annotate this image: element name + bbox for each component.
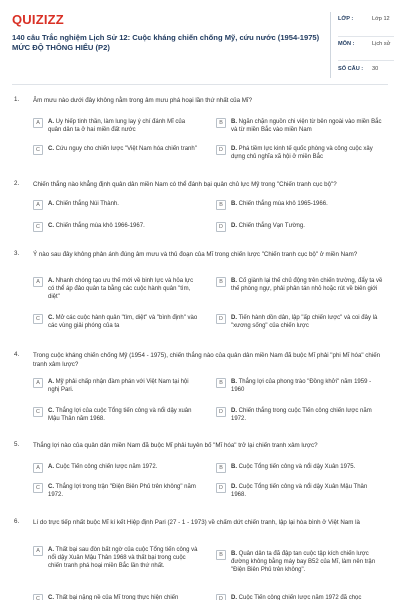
meta-grade-key: LỚP :: [338, 16, 354, 22]
option-content: [231, 483, 383, 499]
option-label: A.: [48, 278, 54, 284]
option-letter-box: D: [216, 407, 226, 417]
question-text: Chiến thắng nào khẳng định quân dân miền Nam có thể đánh bại quân chủ lực Mỹ trong "Chiến tranh cục bộ"?: [33, 181, 337, 188]
meta-grade-value: Lớp 12: [372, 16, 390, 22]
option-content: [231, 378, 383, 394]
meta-divider: [330, 12, 331, 78]
meta-subject-value: Lịch sử: [372, 41, 391, 47]
option-text: Uy hiếp tinh thần, làm lung lay ý chí đánh Mĩ của quân dân ta ở hai miền đất nước: [48, 119, 186, 134]
option-text: Thất bại sau đòn bất ngờ của cuộc Tổng tiến công và nổi dậy Xuân Mậu Thân 1968 và thất bại trong cuộc chiến tranh phá hoại miền Bắc lần thứ nhất.: [48, 547, 198, 570]
option-content: [48, 378, 200, 394]
option-label: C.: [48, 146, 54, 152]
option-content: [231, 118, 383, 134]
option-label: A.: [48, 464, 54, 470]
question-text: Âm mưu nào dưới đây không nằm trong âm mưu phá hoại lần thứ nhất của Mĩ?: [33, 97, 253, 104]
option-text: Chiến thắng Núi Thành.: [55, 201, 119, 207]
option-letter-box: B: [216, 463, 226, 473]
option-label: B.: [231, 119, 237, 125]
option-content: [231, 550, 383, 575]
option-text: Thất bại nặng nề của Mĩ trong thực hiện chiến: [55, 595, 179, 600]
question-text: Ý nào sau đây không phản ánh đúng âm mưu và thủ đoạn của Mĩ trong chiến lược "Chiến tranh cục bộ" ở miền Nam?: [33, 251, 358, 258]
option-content: [231, 314, 383, 330]
option-content: [48, 483, 200, 499]
option-letter-box: A: [33, 277, 43, 287]
question-text: Trong cuộc kháng chiến chống Mỹ (1954 - 1975), chiến thắng nào của quân dân miền Nam đã buộc Mĩ phải "phi Mĩ hóa" chiến tranh xâm lược?: [33, 352, 381, 368]
option-text: Quân dân ta đã đập tan cuộc tập kích chiến lược đường không bằng máy bay B52 của Mĩ, làm nên trận "Điện Biên Phủ trên không".: [231, 551, 376, 574]
option-text: Cuộc Tiến công chiến lược năm 1972 đã chọc: [238, 595, 362, 600]
option-label: A.: [48, 547, 54, 553]
option-letter-box: C: [33, 314, 43, 324]
option-text: Mở các cuộc hành quân "tìm, diệt" và "bình định" vào các vùng giải phóng của ta: [48, 315, 198, 330]
option-letter-box: D: [216, 594, 226, 600]
option-content: [231, 277, 383, 293]
option-content: [231, 463, 383, 471]
quizizz-logo[interactable]: [12, 12, 64, 27]
option-text: Thắng lợi của cuộc Tổng tiến công và nổi dậy xuân Mậu Thân năm 1968.: [48, 408, 192, 423]
option-content: [48, 145, 200, 153]
option-text: Cuộc Tổng tiến công và nổi dậy Xuân Mậu Thân 1968.: [231, 484, 368, 499]
option-label: B.: [231, 464, 237, 470]
option-text: Thắng lợi của phong trào "Đồng khởi" năm 1959 - 1960: [231, 379, 372, 394]
header-divider: [12, 84, 388, 85]
option-content: [231, 407, 383, 423]
option-text: Chiến thắng mùa khô 1966-1967.: [55, 223, 145, 229]
option-letter-box: B: [216, 200, 226, 210]
option-letter-box: A: [33, 463, 43, 473]
logo-text: QUIZIZZ: [12, 12, 64, 27]
question-number: 3.: [14, 250, 20, 257]
option-text: Tiến hành dồn dân, lập "ấp chiến lược" và coi đây là "xương sống" của chiến lược: [231, 315, 378, 330]
quiz-level: MỨC ĐỘ THÔNG HIỂU (P2): [12, 43, 110, 52]
option-text: Chiến thắng Vạn Tường.: [238, 223, 305, 229]
option-label: A.: [48, 119, 54, 125]
option-letter-box: D: [216, 222, 226, 232]
option-letter-box: B: [216, 118, 226, 128]
quiz-header: [0, 0, 400, 84]
option-letter-box: C: [33, 222, 43, 232]
option-label: D.: [231, 408, 237, 414]
option-content: [48, 277, 200, 302]
option-label: B.: [231, 201, 237, 207]
option-content: [48, 407, 200, 423]
option-letter-box: A: [33, 546, 43, 556]
option-content: [48, 314, 200, 330]
option-content: [48, 118, 200, 134]
option-letter-box: A: [33, 200, 43, 210]
option-label: D.: [231, 146, 237, 152]
option-text: Ngăn chặn nguồn chi viện từ bên ngoài vào miền Bắc và từ miền Bắc vào miền Nam: [231, 119, 382, 134]
option-letter-box: C: [33, 407, 43, 417]
option-letter-box: B: [216, 550, 226, 560]
option-content: [48, 594, 200, 600]
option-text: Cố giành lại thế chủ động trên chiến trường, đẩy ta về thế phòng ngự, phải phân tán nhỏ hoặc rút về biên giới: [231, 278, 383, 293]
question-number: 5.: [14, 441, 20, 448]
option-letter-box: B: [216, 277, 226, 287]
option-content: [48, 200, 200, 208]
option-text: Nhanh chóng tạo ưu thế mới về binh lực và hỏa lực có thể áp đảo quân ta bằng các cuộc hành quân "tìm, diệt": [48, 278, 194, 301]
option-label: D.: [231, 595, 237, 600]
option-label: C.: [48, 223, 54, 229]
option-letter-box: D: [216, 314, 226, 324]
option-label: D.: [231, 223, 237, 229]
option-label: C.: [48, 315, 54, 321]
option-letter-box: A: [33, 378, 43, 388]
option-content: [231, 222, 383, 230]
option-content: [48, 222, 200, 230]
question-number: 2.: [14, 180, 20, 187]
option-content: [231, 594, 383, 600]
option-label: D.: [231, 315, 237, 321]
option-letter-box: D: [216, 483, 226, 493]
meta-divider-line: [338, 36, 394, 37]
option-text: Thắng lợi trong trận "Điện Biên Phủ trên không" năm 1972.: [48, 484, 196, 499]
option-label: B.: [231, 551, 237, 557]
option-label: B.: [231, 379, 237, 385]
meta-subject-key: MÔN :: [338, 41, 355, 47]
question-number: 4.: [14, 351, 20, 358]
meta-count-value: 30: [372, 66, 379, 72]
option-letter-box: A: [33, 118, 43, 128]
question-text: Thắng lợi nào của quân dân miền Nam đã buộc Mĩ phải tuyên bố "Mĩ hóa" trở lại chiến tranh xâm lược?: [33, 442, 318, 449]
option-letter-box: C: [33, 145, 43, 155]
option-label: B.: [231, 278, 237, 284]
option-text: Mỹ phải chấp nhận đàm phán với Việt Nam tại hội nghị Pari.: [48, 379, 189, 394]
meta-divider-line: [338, 60, 394, 61]
option-label: C.: [48, 484, 54, 490]
option-label: C.: [48, 408, 54, 414]
option-content: [48, 546, 200, 571]
option-text: Cuộc Tiến công chiến lược năm 1972.: [55, 464, 158, 470]
option-text: Cứu nguy cho chiến lược "Việt Nam hóa chiến tranh": [55, 146, 197, 152]
meta-count-key: SỐ CÂU :: [338, 66, 364, 72]
option-text: Phá tiềm lực kinh tế quốc phòng và công cuộc xây dựng chủ nghĩa xã hội ở miền Bắc: [231, 146, 373, 161]
option-content: [48, 463, 200, 471]
option-content: [231, 200, 383, 208]
option-letter-box: D: [216, 145, 226, 155]
question-number: 6.: [14, 518, 20, 525]
option-letter-box: C: [33, 483, 43, 493]
option-letter-box: B: [216, 378, 226, 388]
option-text: Chiến thắng trong cuộc Tiến công chiến lược năm 1972.: [231, 408, 372, 423]
question-text: Lí do trực tiếp nhất buộc Mĩ kí kết Hiệp định Pari (27 - 1 - 1973) về chấm dứt chiến tranh, lập lại hòa bình ở Việt Nam là: [33, 519, 360, 526]
option-letter-box: C: [33, 594, 43, 600]
option-text: Chiến thắng mùa khô 1965-1966.: [238, 201, 328, 207]
option-label: C.: [48, 595, 54, 600]
question-number: 1.: [14, 96, 20, 103]
option-label: A.: [48, 201, 54, 207]
quiz-title: 140 câu Trắc nghiệm Lịch Sử 12: Cuộc kháng chiến chống Mỹ, cứu nước (1954-1975): [12, 33, 320, 42]
option-label: D.: [231, 484, 237, 490]
option-text: Cuộc Tổng tiến công và nổi dậy Xuân 1975.: [238, 464, 356, 470]
option-label: A.: [48, 379, 54, 385]
option-content: [231, 145, 383, 161]
